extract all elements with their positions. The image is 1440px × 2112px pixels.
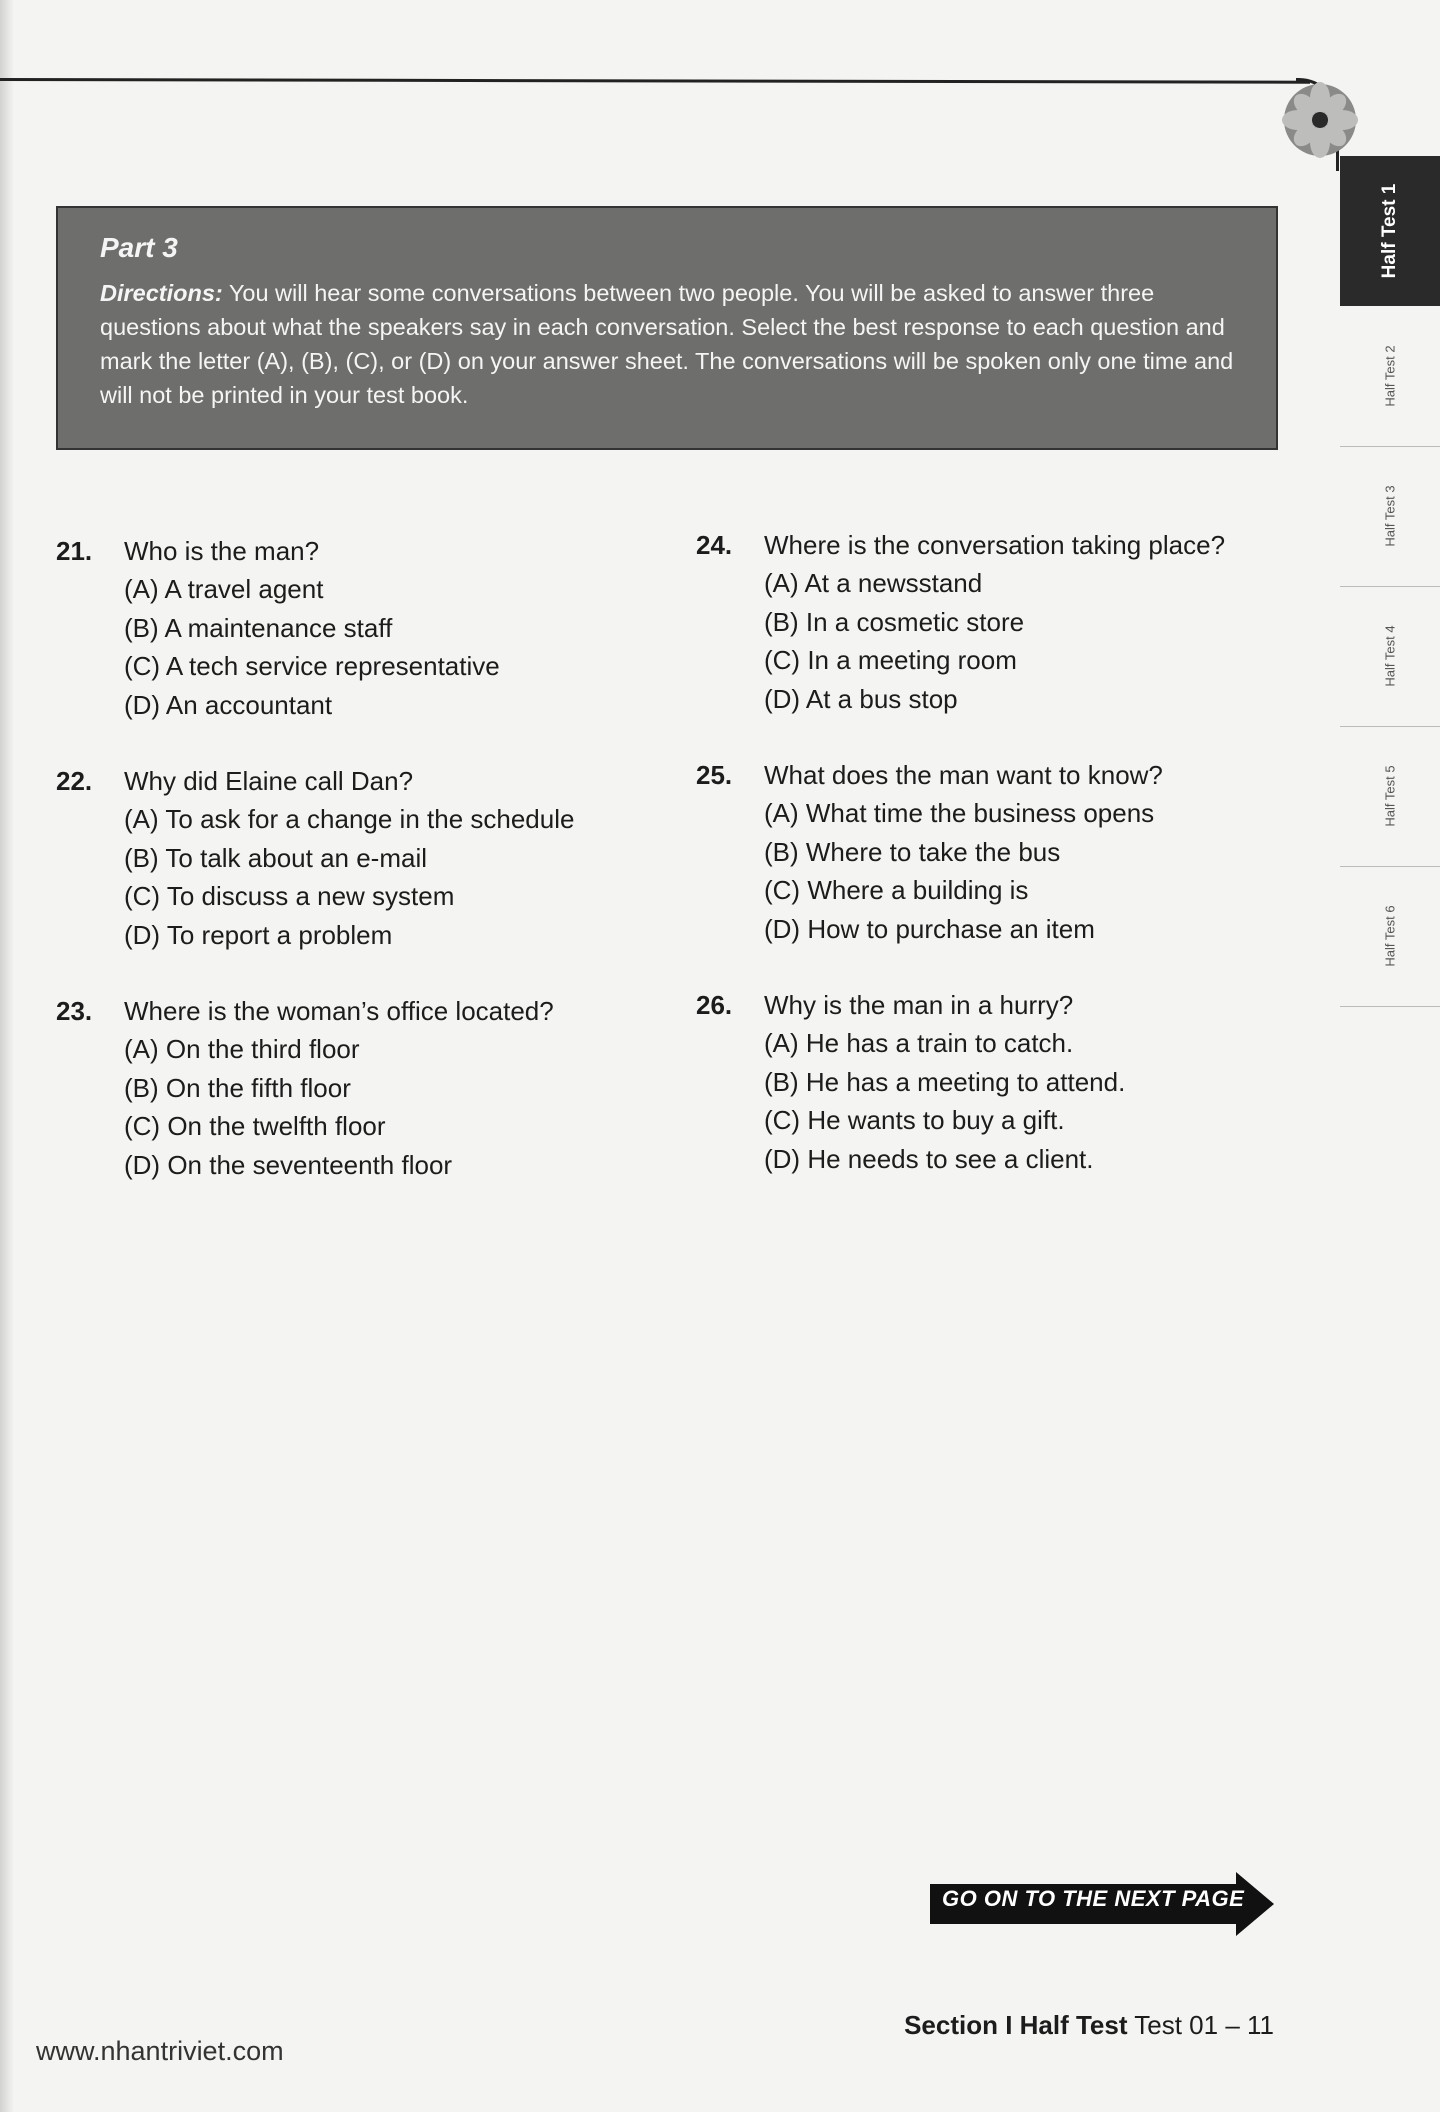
page-edge-shadow: [0, 0, 14, 2112]
question-text: Who is the man?: [124, 536, 320, 566]
option-a[interactable]: (A) At a newsstand: [764, 568, 983, 598]
option-d[interactable]: (D) On the seventeenth floor: [124, 1149, 453, 1180]
question-number: 24.: [696, 530, 733, 560]
footer-url: www.nhantriviet.com: [36, 2036, 284, 2066]
directions-body: You will hear some conversations between two people. You will be asked to answer three questions about what the speakers say in each conversation. Select the best response to each question and mark the letter (A), (B), (C), or (D) on your answer sheet. The conversations will be spoken only one time and will not be printed in your test book.: [100, 280, 1234, 408]
footer-section-label: Section I Half Test: [904, 2010, 1128, 2040]
option-b[interactable]: (B) In a cosmetic store: [764, 606, 1025, 637]
question-number: 22.: [56, 766, 93, 796]
question-21: [56, 532, 656, 762]
question-column-left: [56, 532, 656, 1222]
question-number: 26.: [696, 990, 733, 1020]
option-list: [696, 564, 1296, 718]
option-c[interactable]: (C) In a meeting room: [764, 645, 1017, 675]
part-title: Part 3: [100, 232, 178, 263]
tab-label: Half Test 5: [1382, 765, 1398, 827]
question-number: 21.: [56, 536, 93, 566]
question-22: [56, 762, 656, 992]
option-d[interactable]: (D) An accountant: [124, 689, 333, 720]
tab-label: Half Test 3: [1382, 485, 1398, 547]
question-text: Where is the woman’s office located?: [124, 996, 554, 1026]
tab-label: Half Test 1: [1379, 183, 1400, 279]
option-d[interactable]: (D) At a bus stop: [764, 683, 958, 714]
question-number: 23.: [56, 996, 93, 1026]
question-25: [696, 756, 1296, 986]
tab-half-test-2[interactable]: [1340, 306, 1440, 447]
option-b[interactable]: (B) Where to take the bus: [764, 836, 1061, 867]
tab-half-test-6[interactable]: [1340, 866, 1440, 1007]
option-c[interactable]: (C) To discuss a new system: [124, 881, 455, 911]
option-d[interactable]: (D) How to purchase an item: [764, 913, 1095, 944]
directions-text: [100, 276, 1236, 412]
option-c[interactable]: (C) A tech service representative: [124, 651, 500, 681]
option-c[interactable]: (C) On the twelfth floor: [124, 1111, 386, 1141]
tab-label: Half Test 6: [1382, 905, 1398, 967]
option-a[interactable]: (A) On the third floor: [124, 1034, 360, 1064]
footer-section: [904, 2010, 1274, 2041]
footer-test-label: Test 01 – 11: [1127, 2010, 1274, 2040]
option-a[interactable]: (A) To ask for a change in the schedule: [124, 804, 575, 834]
tab-label: Half Test 4: [1382, 625, 1398, 687]
tab-half-test-3[interactable]: [1340, 446, 1440, 587]
question-text: Why is the man in a hurry?: [764, 990, 1074, 1020]
option-list: [56, 800, 656, 954]
flower-icon: [1280, 80, 1360, 160]
question-text: Why did Elaine call Dan?: [124, 766, 414, 796]
option-list: [56, 570, 656, 724]
option-d[interactable]: (D) He needs to see a client.: [764, 1143, 1094, 1174]
tab-half-test-5[interactable]: [1340, 726, 1440, 867]
next-page-banner: [930, 1872, 1274, 1936]
option-b[interactable]: (B) On the fifth floor: [124, 1072, 351, 1103]
option-b[interactable]: (B) A maintenance staff: [124, 612, 393, 643]
question-24: [696, 526, 1296, 756]
directions-label: Directions:: [100, 280, 223, 306]
next-page-label: GO ON TO THE NEXT PAGE: [942, 1886, 1245, 1911]
option-list: [696, 1024, 1296, 1178]
top-rule: [0, 78, 1310, 84]
option-a[interactable]: (A) A travel agent: [124, 574, 324, 604]
directions-box: [56, 206, 1278, 450]
question-number: 25.: [696, 760, 733, 790]
option-a[interactable]: (A) He has a train to catch.: [764, 1028, 1074, 1058]
question-text: What does the man want to know?: [764, 760, 1163, 790]
option-list: [696, 794, 1296, 948]
half-test-tabs: [1340, 156, 1440, 1056]
option-d[interactable]: (D) To report a problem: [124, 919, 393, 950]
option-c[interactable]: (C) He wants to buy a gift.: [764, 1105, 1065, 1135]
tab-half-test-1[interactable]: [1340, 156, 1440, 306]
question-26: [696, 986, 1296, 1216]
question-column-right: [696, 526, 1296, 1216]
tab-half-test-4[interactable]: [1340, 586, 1440, 727]
question-text: Where is the conversation taking place?: [764, 530, 1226, 560]
option-c[interactable]: (C) Where a building is: [764, 875, 1029, 905]
option-a[interactable]: (A) What time the business opens: [764, 798, 1155, 828]
tab-label: Half Test 2: [1382, 345, 1398, 407]
option-b[interactable]: (B) To talk about an e-mail: [124, 842, 427, 873]
option-list: [56, 1030, 656, 1184]
question-23: [56, 992, 656, 1222]
option-b[interactable]: (B) He has a meeting to attend.: [764, 1066, 1126, 1097]
